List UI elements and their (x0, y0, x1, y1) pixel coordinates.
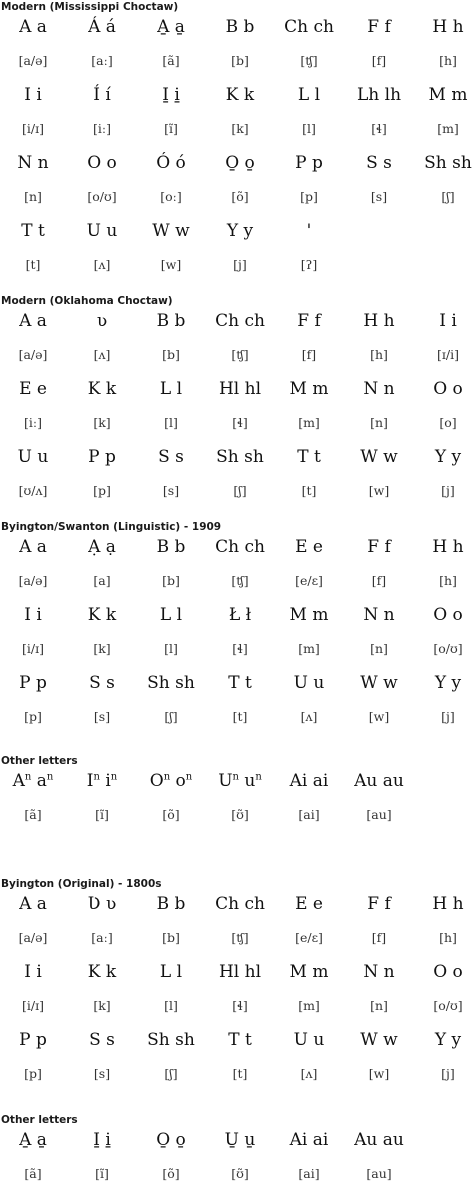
ipa-cell: [b] (231, 53, 249, 68)
letter-cell: F f (367, 894, 391, 914)
ipa-cell: [ĩ] (164, 121, 178, 136)
ipa-cell: [h] (439, 930, 457, 945)
ipa-cell: [o] (439, 415, 457, 430)
ipa-cell: [t] (301, 483, 317, 498)
ipa-cell: [f] (371, 930, 387, 945)
letter-cell: F f (367, 537, 391, 557)
letter-cell: Ai ai (289, 771, 329, 791)
letter-cell: A a (19, 537, 47, 557)
ipa-cell: [a] (93, 573, 111, 588)
ipa-cell: [aː] (91, 930, 113, 945)
ipa-cell: [b] (162, 347, 180, 362)
ipa-cell: [o/ʊ] (433, 641, 463, 656)
letter-cell: U u (293, 673, 325, 693)
ipa-cell: [k] (93, 641, 111, 656)
ipa-cell: [b] (162, 930, 180, 945)
letter-cell: E e (19, 379, 47, 399)
letter-cell: N n (363, 962, 395, 982)
letter-cell: O o (433, 379, 463, 399)
letter-cell: H h (432, 537, 464, 557)
section-title: Byington/Swanton (Linguistic) - 1909 (1, 521, 222, 533)
ipa-cell: [h] (370, 347, 388, 362)
letter-cell: S s (366, 153, 392, 173)
ipa-cell: [j] (441, 1066, 455, 1081)
ipa-cell: [k] (93, 998, 111, 1013)
ipa-cell: [n] (370, 641, 388, 656)
letter-cell: A̱ a̱ (157, 17, 185, 37)
letter-cell: Ch ch (215, 537, 265, 557)
section-title: Modern (Mississippi Choctaw) (1, 1, 179, 13)
ipa-cell: [j] (233, 257, 247, 272)
letter-cell: $O^n$ $o^n$ (149, 771, 193, 791)
ipa-cell: [a/ə] (18, 53, 48, 68)
ipa-cell: [au] (366, 1166, 392, 1181)
section-title: Other letters (1, 1114, 78, 1126)
ipa-cell: [l] (164, 415, 178, 430)
ipa-cell: [l] (302, 121, 316, 136)
letter-cell: W w (360, 447, 398, 467)
ipa-cell: [o/ʊ] (433, 998, 463, 1013)
letter-cell: I i (24, 605, 42, 625)
letter-cell: S s (89, 1030, 115, 1050)
letter-cell: A a (19, 311, 47, 331)
ipa-cell: [j] (441, 709, 455, 724)
ipa-cell: [ĩ] (95, 1166, 109, 1181)
ipa-cell: [p] (24, 709, 42, 724)
ipa-cell: [w] (160, 257, 182, 272)
ipa-cell: [ʊ̃] (231, 1166, 249, 1181)
letter-cell: K k (87, 605, 117, 625)
ipa-cell: [p] (93, 483, 111, 498)
letter-cell: Sh sh (147, 1030, 195, 1050)
letter-cell: Au au (354, 1130, 404, 1150)
letter-cell: K k (87, 379, 117, 399)
ipa-cell: [p] (300, 189, 318, 204)
letter-cell: O̱ o̱ (156, 1130, 186, 1150)
ipa-cell: [w] (368, 709, 390, 724)
letter-cell: K k (225, 85, 255, 105)
letter-cell: Sh sh (147, 673, 195, 693)
letter-cell: $A^n$ $a^n$ (12, 771, 54, 791)
letter-cell: K k (87, 962, 117, 982)
letter-cell: H h (432, 17, 464, 37)
letter-cell: I̱ i̱ (93, 1130, 111, 1150)
ipa-cell: [ai] (298, 807, 320, 822)
letter-cell: Sh sh (424, 153, 472, 173)
ipa-cell: [i/ɪ] (22, 998, 44, 1013)
letter-cell: S s (158, 447, 184, 467)
letter-cell: Ạ ạ (88, 537, 116, 557)
letter-cell: B b (156, 311, 186, 331)
ipa-cell: [ʔ] (300, 257, 318, 272)
letter-cell: ' (306, 221, 312, 241)
letter-cell: B b (225, 17, 255, 37)
ipa-cell: [ʃ] (164, 709, 178, 724)
letter-cell: Ó ó (156, 153, 186, 173)
ipa-cell: [ĩ] (95, 807, 109, 822)
ipa-cell: [a/ə] (18, 930, 48, 945)
ipa-cell: [ʧ] (231, 347, 249, 362)
ipa-cell: [ʌ] (93, 257, 111, 272)
letter-cell: T t (297, 447, 321, 467)
letter-cell: N n (363, 605, 395, 625)
ipa-cell: [h] (439, 573, 457, 588)
ipa-cell: [õ] (231, 189, 249, 204)
ipa-cell: [b] (162, 573, 180, 588)
letter-cell: T t (21, 221, 45, 241)
letter-cell: H h (432, 894, 464, 914)
ipa-cell: [ɬ] (232, 415, 248, 430)
ipa-cell: [e/ɛ] (295, 573, 323, 588)
letter-cell: I i (24, 85, 42, 105)
letter-cell: B b (156, 537, 186, 557)
ipa-cell: [m] (298, 998, 320, 1013)
ipa-cell: [s] (93, 1066, 111, 1081)
ipa-cell: [o/ʊ] (87, 189, 117, 204)
letter-cell: Sh sh (216, 447, 264, 467)
letter-cell: N n (363, 379, 395, 399)
letter-cell: B b (156, 894, 186, 914)
ipa-cell: [s] (370, 189, 388, 204)
letter-cell: W w (360, 1030, 398, 1050)
letter-cell: I̱ i̱ (162, 85, 180, 105)
letter-cell: A a (19, 17, 47, 37)
letter-cell: F f (367, 17, 391, 37)
ipa-cell: [n] (370, 998, 388, 1013)
letter-cell: Ch ch (215, 311, 265, 331)
ipa-cell: [ʊ/ʌ] (18, 483, 48, 498)
ipa-cell: [m] (437, 121, 459, 136)
letter-cell: Lh lh (356, 85, 402, 105)
letter-cell: P p (19, 1030, 47, 1050)
ipa-cell: [i/ɪ] (22, 121, 44, 136)
ipa-cell: [h] (439, 53, 457, 68)
ipa-cell: [i/ɪ] (22, 641, 44, 656)
ipa-cell: [l] (164, 641, 178, 656)
letter-cell: Au au (354, 771, 404, 791)
ipa-cell: [k] (231, 121, 249, 136)
ipa-cell: [ʊ̃] (231, 807, 249, 822)
ipa-cell: [l] (164, 998, 178, 1013)
letter-cell: U̱ u̱ (224, 1130, 256, 1150)
ipa-cell: [w] (368, 483, 390, 498)
ipa-cell: [au] (366, 807, 392, 822)
letter-cell: $U^n$ $u^n$ (218, 771, 262, 791)
letter-cell: Ł ł (228, 605, 252, 625)
letter-cell: Ʋ ʋ (87, 894, 117, 914)
ipa-cell: [ʌ] (93, 347, 111, 362)
letter-cell: $I^n$ $i^n$ (86, 771, 118, 791)
section-title: Other letters (1, 755, 78, 767)
ipa-cell: [ʌ] (300, 1066, 318, 1081)
ipa-cell: [iː] (93, 121, 111, 136)
ipa-cell: [õ] (162, 1166, 180, 1181)
letter-cell: P p (19, 673, 47, 693)
letter-cell: M m (289, 605, 329, 625)
ipa-cell: [p] (24, 1066, 42, 1081)
letter-cell: ʋ (96, 311, 108, 331)
ipa-cell: [ã] (24, 1166, 42, 1181)
ipa-cell: [ɬ] (232, 998, 248, 1013)
ipa-cell: [f] (371, 53, 387, 68)
ipa-cell: [n] (370, 415, 388, 430)
letter-cell: L l (159, 962, 183, 982)
letter-cell: I i (24, 962, 42, 982)
letter-cell: U u (293, 1030, 325, 1050)
ipa-cell: [ɪ/i] (437, 347, 459, 362)
letter-cell: O o (433, 962, 463, 982)
letter-cell: O o (87, 153, 117, 173)
ipa-cell: [ɬ] (232, 641, 248, 656)
ipa-cell: [õ] (162, 807, 180, 822)
ipa-cell: [ʃ] (233, 483, 247, 498)
letter-cell: U u (86, 221, 118, 241)
ipa-cell: [s] (162, 483, 180, 498)
ipa-cell: [f] (371, 573, 387, 588)
letter-cell: W w (360, 673, 398, 693)
letter-cell: W w (152, 221, 190, 241)
letter-cell: U u (17, 447, 49, 467)
letter-cell: A̱ a̱ (19, 1130, 47, 1150)
letter-cell: Y y (434, 673, 462, 693)
ipa-cell: [ɬ] (371, 121, 387, 136)
ipa-cell: [j] (441, 483, 455, 498)
section-title: Modern (Oklahoma Choctaw) (1, 295, 173, 307)
ipa-cell: [t] (25, 257, 41, 272)
ipa-cell: [m] (298, 641, 320, 656)
letter-cell: L l (159, 605, 183, 625)
ipa-cell: [t] (232, 1066, 248, 1081)
letter-cell: Ai ai (289, 1130, 329, 1150)
ipa-cell: [n] (24, 189, 42, 204)
letter-cell: M m (428, 85, 468, 105)
letter-cell: O̱ o̱ (225, 153, 255, 173)
letter-cell: O o (433, 605, 463, 625)
ipa-cell: [oː] (160, 189, 182, 204)
letter-cell: L l (159, 379, 183, 399)
letter-cell: T t (228, 673, 252, 693)
letter-cell: N n (17, 153, 49, 173)
letter-cell: P p (88, 447, 116, 467)
ipa-cell: [a/ə] (18, 573, 48, 588)
letter-cell: Hl hl (218, 379, 262, 399)
ipa-cell: [ai] (298, 1166, 320, 1181)
letter-cell: E e (295, 894, 323, 914)
ipa-cell: [ã] (24, 807, 42, 822)
letter-cell: Y y (434, 447, 462, 467)
ipa-cell: [k] (93, 415, 111, 430)
letter-cell: M m (289, 379, 329, 399)
ipa-cell: [iː] (24, 415, 42, 430)
letter-cell: L l (297, 85, 321, 105)
letter-cell: Ch ch (215, 894, 265, 914)
letter-cell: F f (297, 311, 321, 331)
letter-cell: Á á (88, 17, 116, 37)
ipa-cell: [ʧ] (300, 53, 318, 68)
ipa-cell: [ʃ] (441, 189, 455, 204)
letter-cell: H h (363, 311, 395, 331)
letter-cell: Hl hl (218, 962, 262, 982)
ipa-cell: [m] (298, 415, 320, 430)
letter-cell: M m (289, 962, 329, 982)
section-title: Byington (Original) - 1800s (1, 878, 162, 890)
letter-cell: Ch ch (284, 17, 334, 37)
letter-cell: Y y (434, 1030, 462, 1050)
letter-cell: S s (89, 673, 115, 693)
ipa-cell: [aː] (91, 53, 113, 68)
letter-cell: A a (19, 894, 47, 914)
ipa-cell: [ʃ] (164, 1066, 178, 1081)
ipa-cell: [ʧ] (231, 573, 249, 588)
ipa-cell: [ʧ] (231, 930, 249, 945)
ipa-cell: [s] (93, 709, 111, 724)
letter-cell: P p (295, 153, 323, 173)
letter-cell: Í í (93, 85, 111, 105)
letter-cell: I i (439, 311, 457, 331)
letter-cell: T t (228, 1030, 252, 1050)
ipa-cell: [t] (232, 709, 248, 724)
ipa-cell: [ʌ] (300, 709, 318, 724)
ipa-cell: [ã] (162, 53, 180, 68)
ipa-cell: [a/ə] (18, 347, 48, 362)
ipa-cell: [f] (301, 347, 317, 362)
letter-cell: Y y (226, 221, 254, 241)
ipa-cell: [e/ɛ] (295, 930, 323, 945)
ipa-cell: [w] (368, 1066, 390, 1081)
letter-cell: E e (295, 537, 323, 557)
